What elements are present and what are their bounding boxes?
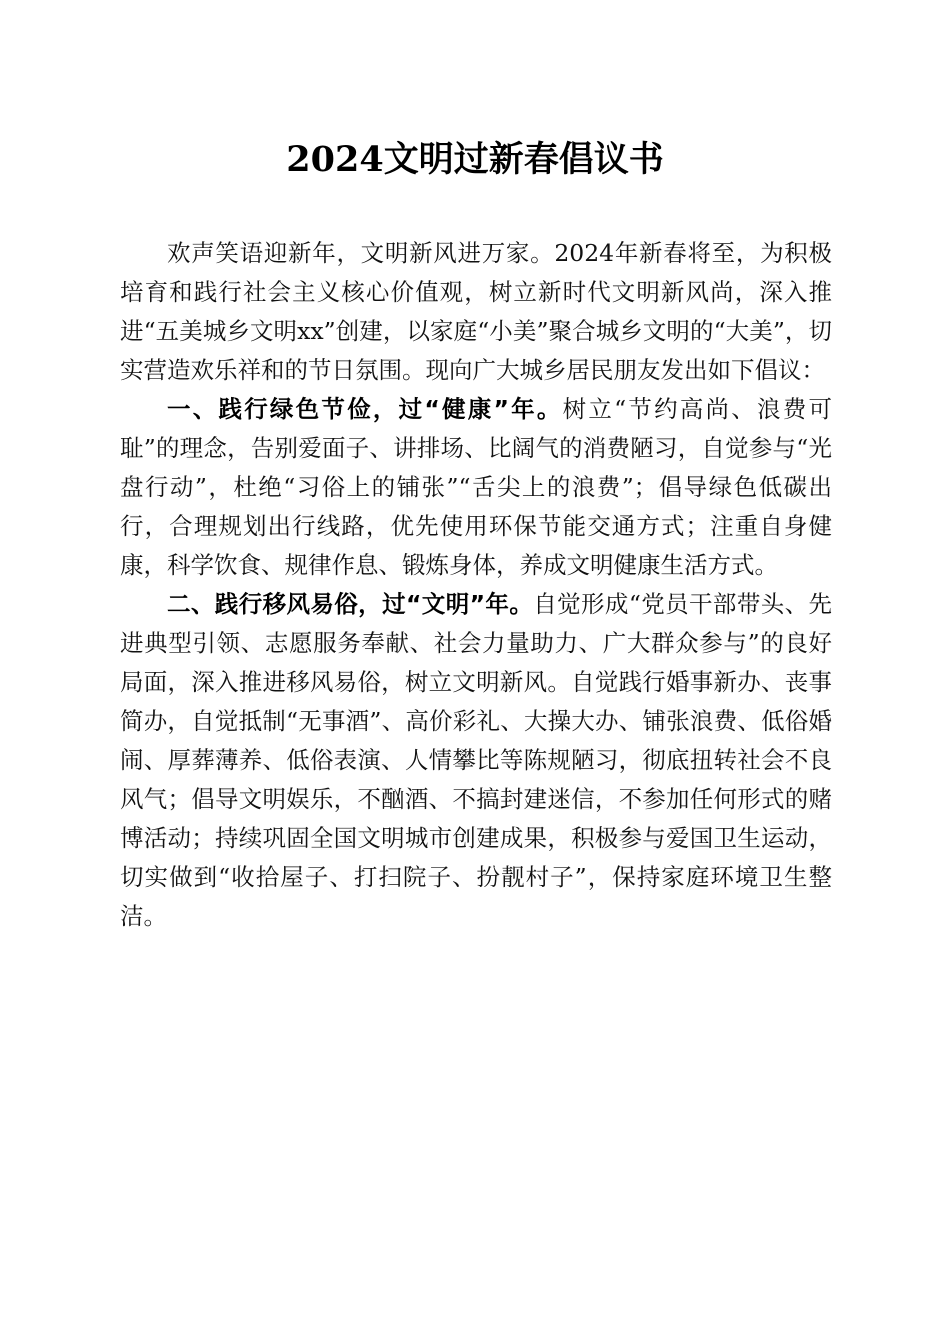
- section-paragraph-1: [120, 390, 832, 585]
- intro-paragraph: 欢声笑语迎新年，文明新风进万家。2024年新春将至，为积极培育和践行社会主义核心价值观，树立新时代文明新风尚，深入推进“五美城乡文明xx”创建，以家庭“小美”聚合城乡文明的“大美”，切实营造欢乐祥和的节日氛围。现向广大城乡居民朋友发出如下倡议：: [120, 239, 832, 384]
- section-text-2: 自觉形成“党员干部带头、先进典型引领、志愿服务奉献、社会力量助力、广大群众参与”的良好局面，深入推进移风易俗，树立文明新风。自觉践行婚事新办、丧事简办，自觉抵制“无事酒”、高价彩礼、大操大办、铺张浪费、低俗婚闹、厚葬薄养、低俗表演、人情攀比等陈规陋习，彻底扭转社会不良风气；倡导文明娱乐，不酗酒、不搞封建迷信，不参加任何形式的赌博活动；持续巩固全国文明城市创建成果，积极参与爱国卫生运动，切实做到“收拾屋子、打扫院子、扮靓村子”，保持家庭环境卫生整洁。: [120, 590, 833, 930]
- section-text-1: 树立“节约高尚、浪费可耻”的理念，告别爱面子、讲排场、比阔气的消费陋习，自觉参与“光盘行动”，杜绝“习俗上的铺张”“舌尖上的浪费”；倡导绿色低碳出行，合理规划出行线路，优先使用环保节能交通方式；注重自身健康，科学饮食、规律作息、锻炼身体，养成文明健康生活方式。: [120, 395, 832, 579]
- section-heading-1: 一、践行绿色节俭，过“健康”年。: [167, 395, 563, 423]
- section-heading-2: 二、践行移风易俗，过“文明”年。: [167, 590, 534, 618]
- section-paragraph-2: [120, 585, 832, 936]
- document-body: [120, 234, 832, 936]
- document-title: 2024文明过新春倡议书: [286, 139, 664, 180]
